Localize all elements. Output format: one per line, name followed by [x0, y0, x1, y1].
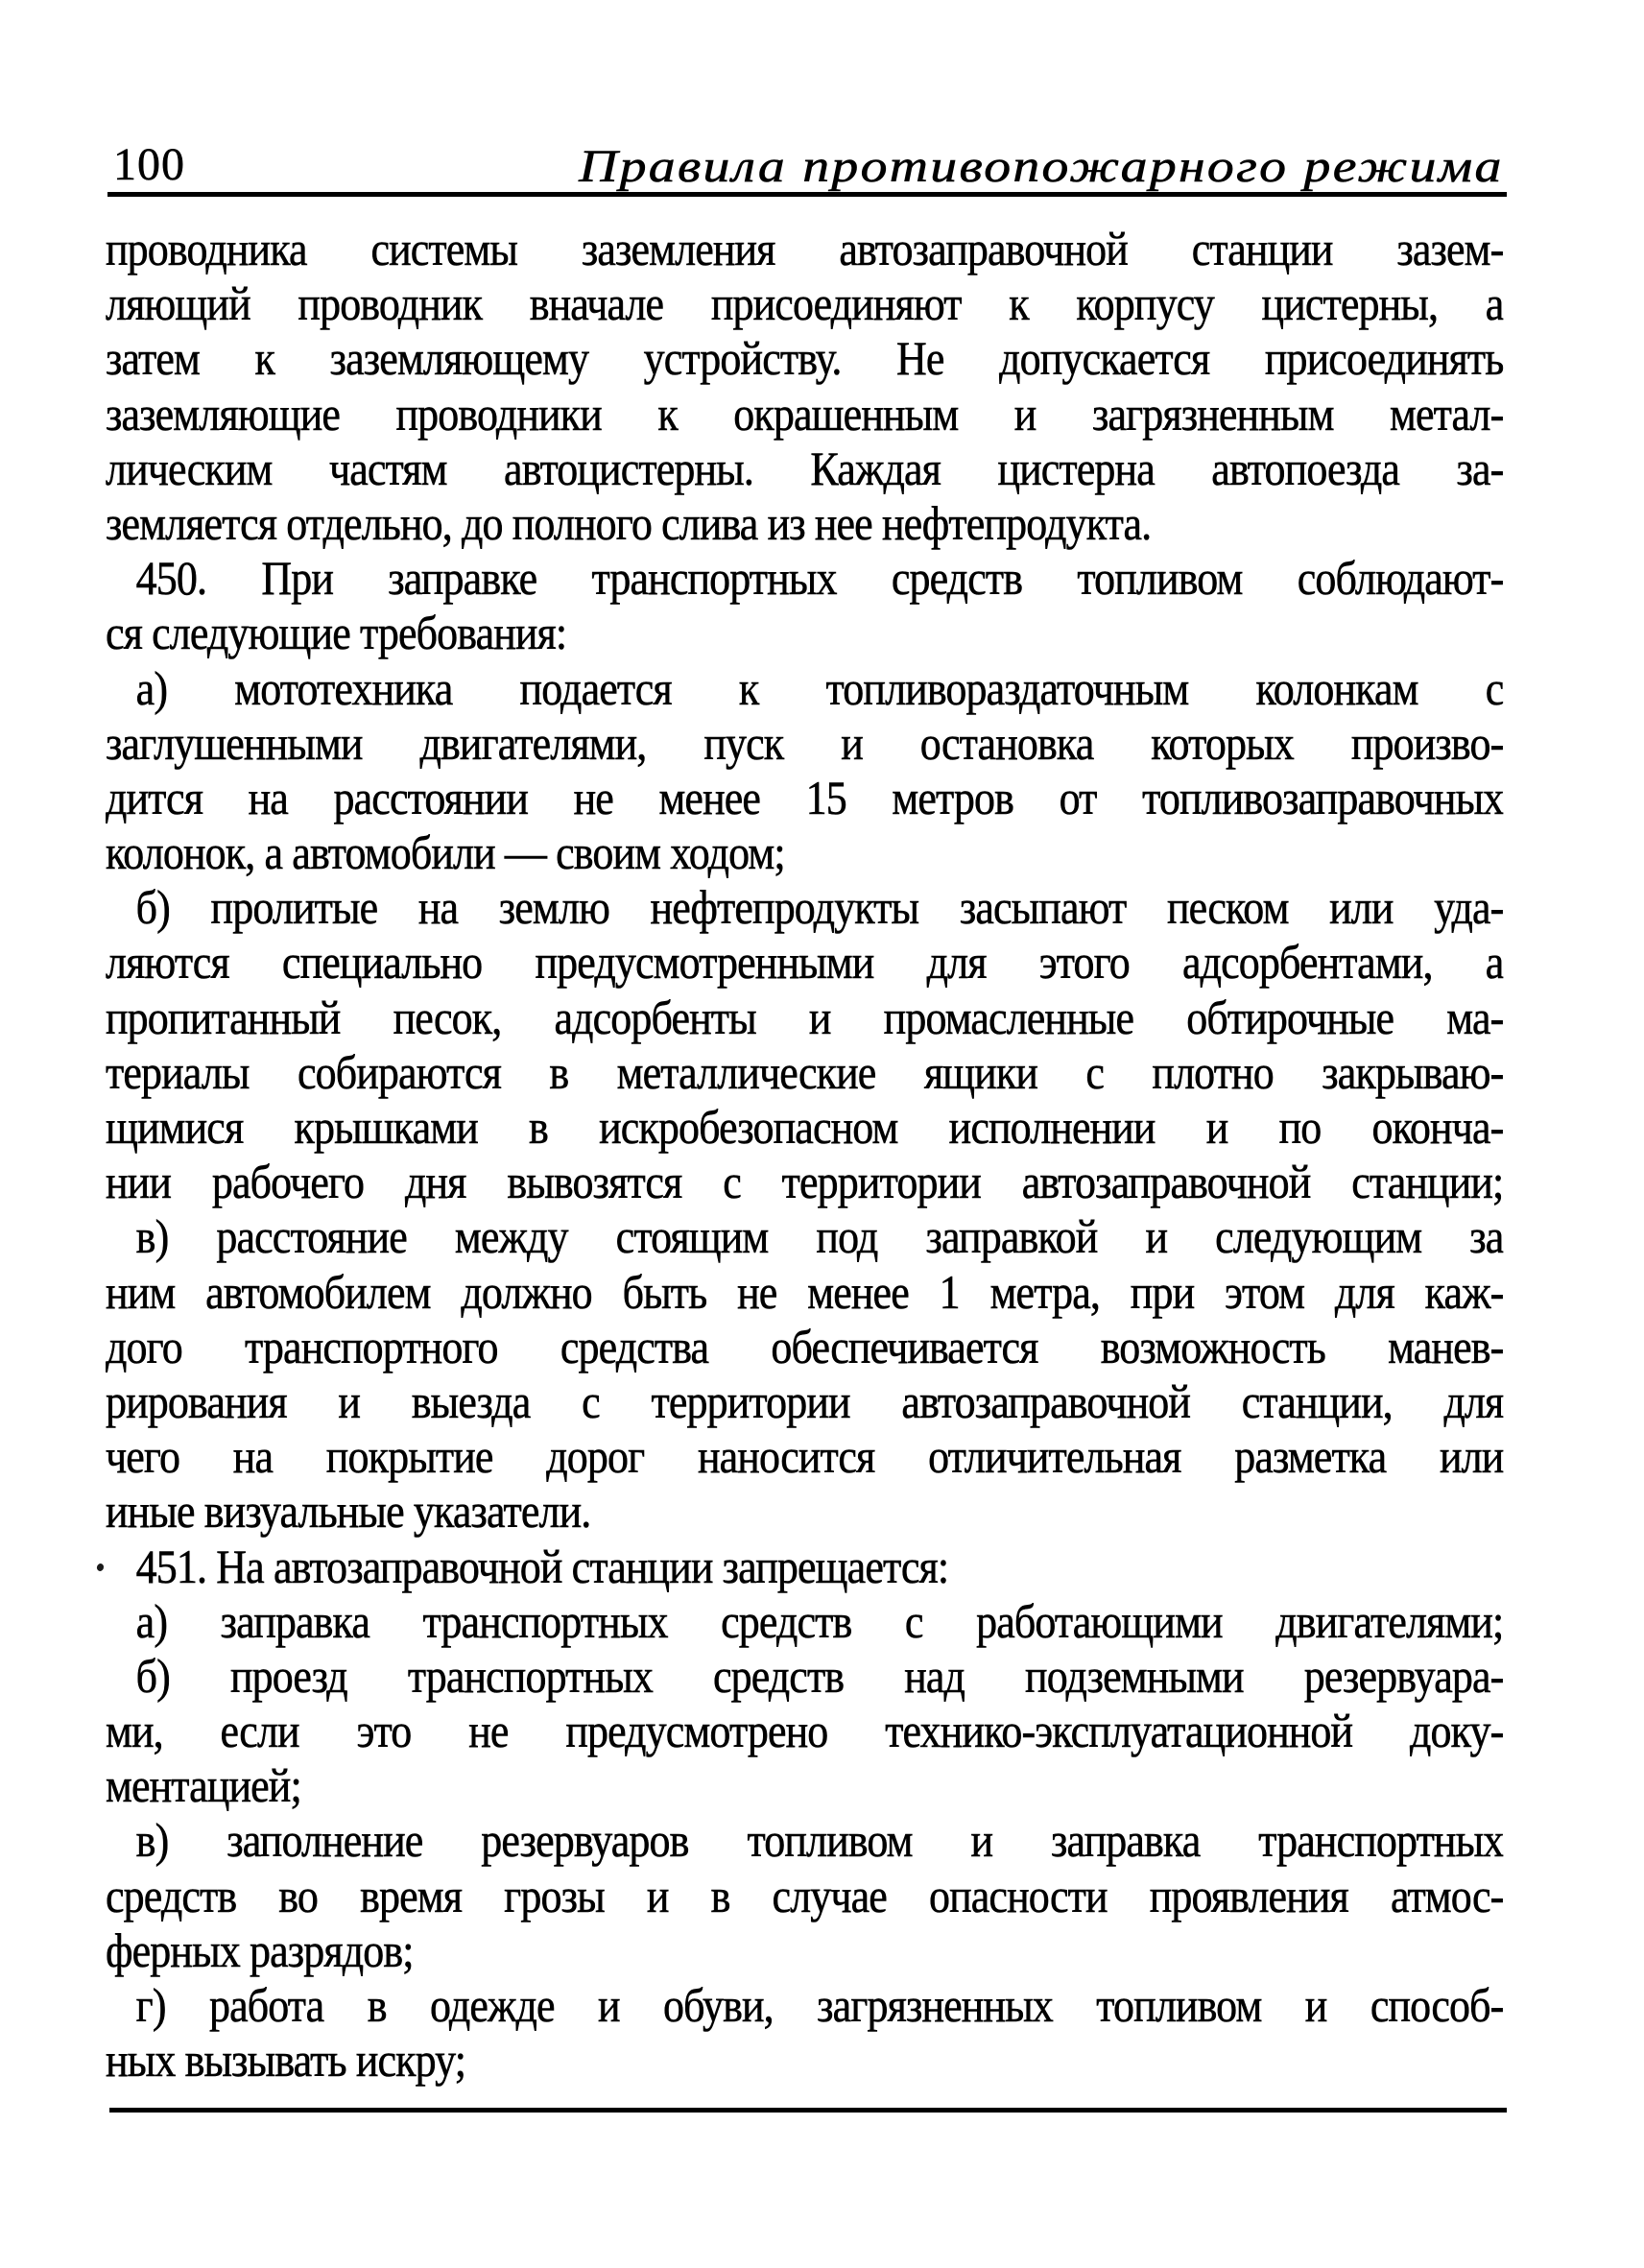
- text-line: дого транспортного средства обеспечивается возможность манев-: [106, 1319, 1504, 1373]
- text-line: 451. На автозаправочной станции запрещается:: [135, 1539, 949, 1593]
- text-line: териалы собираются в металлические ящики с плотно закрываю-: [106, 1044, 1504, 1099]
- text-line: а) мототехника подается к топливораздаточным колонкам с: [135, 660, 1504, 715]
- page-number: 100: [113, 139, 185, 190]
- text-line: в) расстояние между стоящим под заправкой и следующим за: [135, 1209, 1504, 1264]
- footer-rule: [109, 2108, 1507, 2113]
- text-line: дится на расстоянии не менее 15 метров от топливозаправочных: [106, 770, 1504, 824]
- text-line: щимися крышками в искробезопасном исполнении и по оконча-: [106, 1100, 1504, 1154]
- text-line: проводника системы заземления автозаправочной станции зазем-: [106, 222, 1504, 275]
- text-line: в) заполнение резервуаров топливом и заправка транспортных: [135, 1813, 1504, 1868]
- text-line: затем к заземляющему устройству. Не допускается присоединять: [106, 331, 1504, 386]
- text-line: пропитанный песок, адсорбенты и промасленные обтирочные ма-: [106, 990, 1504, 1044]
- body-text: [106, 222, 1503, 2088]
- scan-artifact-dot: [96, 1563, 105, 1572]
- text-line: заземляющие проводники к окрашенным и загрязненным метал-: [106, 386, 1504, 441]
- text-line: а) заправка транспортных средств с работающими двигателями;: [135, 1593, 1504, 1648]
- text-line: ним автомобилем должно быть не менее 1 метра, при этом для каж-: [106, 1264, 1504, 1319]
- text-line: нии рабочего дня вывозятся с территории автозаправочной станции;: [106, 1155, 1504, 1209]
- header-rule: [107, 192, 1507, 197]
- running-title: Правила противопожарного режима: [579, 141, 1504, 192]
- text-line: лическим частям автоцистерны. Каждая цистерна автопоезда за-: [106, 441, 1504, 495]
- text-line: б) проезд транспортных средств над подземными резервуара-: [135, 1648, 1504, 1703]
- text-line: ментацией;: [106, 1758, 301, 1813]
- text-line: средств во время грозы и в случае опасности проявления атмос-: [106, 1868, 1504, 1922]
- text-line: чего на покрытие дорог наносится отличительная разметка или: [106, 1429, 1504, 1484]
- text-line: ных вызывать искру;: [106, 2033, 466, 2088]
- text-line: ферных разрядов;: [106, 1922, 414, 1977]
- text-line: заглушенными двигателями, пуск и остановка которых произво-: [106, 715, 1504, 770]
- text-line: ся следующие требования:: [106, 606, 567, 660]
- text-line: ляющий проводник вначале присоединяют к корпусу цистерны, а: [106, 276, 1504, 331]
- text-line: 450. При заправке транспортных средств топливом соблюдают-: [135, 551, 1504, 606]
- text-line: иные визуальные указатели.: [106, 1484, 591, 1539]
- text-line: б) пролитые на землю нефтепродукты засыпают песком или уда-: [135, 880, 1504, 935]
- text-line: ляются специально предусмотренными для этого адсорбентами, а: [106, 935, 1504, 990]
- text-line: земляется отдельно, до полного слива из нее нефтепродукта.: [106, 495, 1152, 550]
- text-line: г) работа в одежде и обуви, загрязненных топливом и способ-: [135, 1978, 1504, 2032]
- text-line: ми, если это не предусмотрено технико-эксплуатационной доку-: [106, 1704, 1504, 1758]
- text-line: рирования и выезда с территории автозаправочной станции, для: [106, 1373, 1504, 1428]
- text-line: колонок, а автомобили — своим ходом;: [106, 825, 785, 880]
